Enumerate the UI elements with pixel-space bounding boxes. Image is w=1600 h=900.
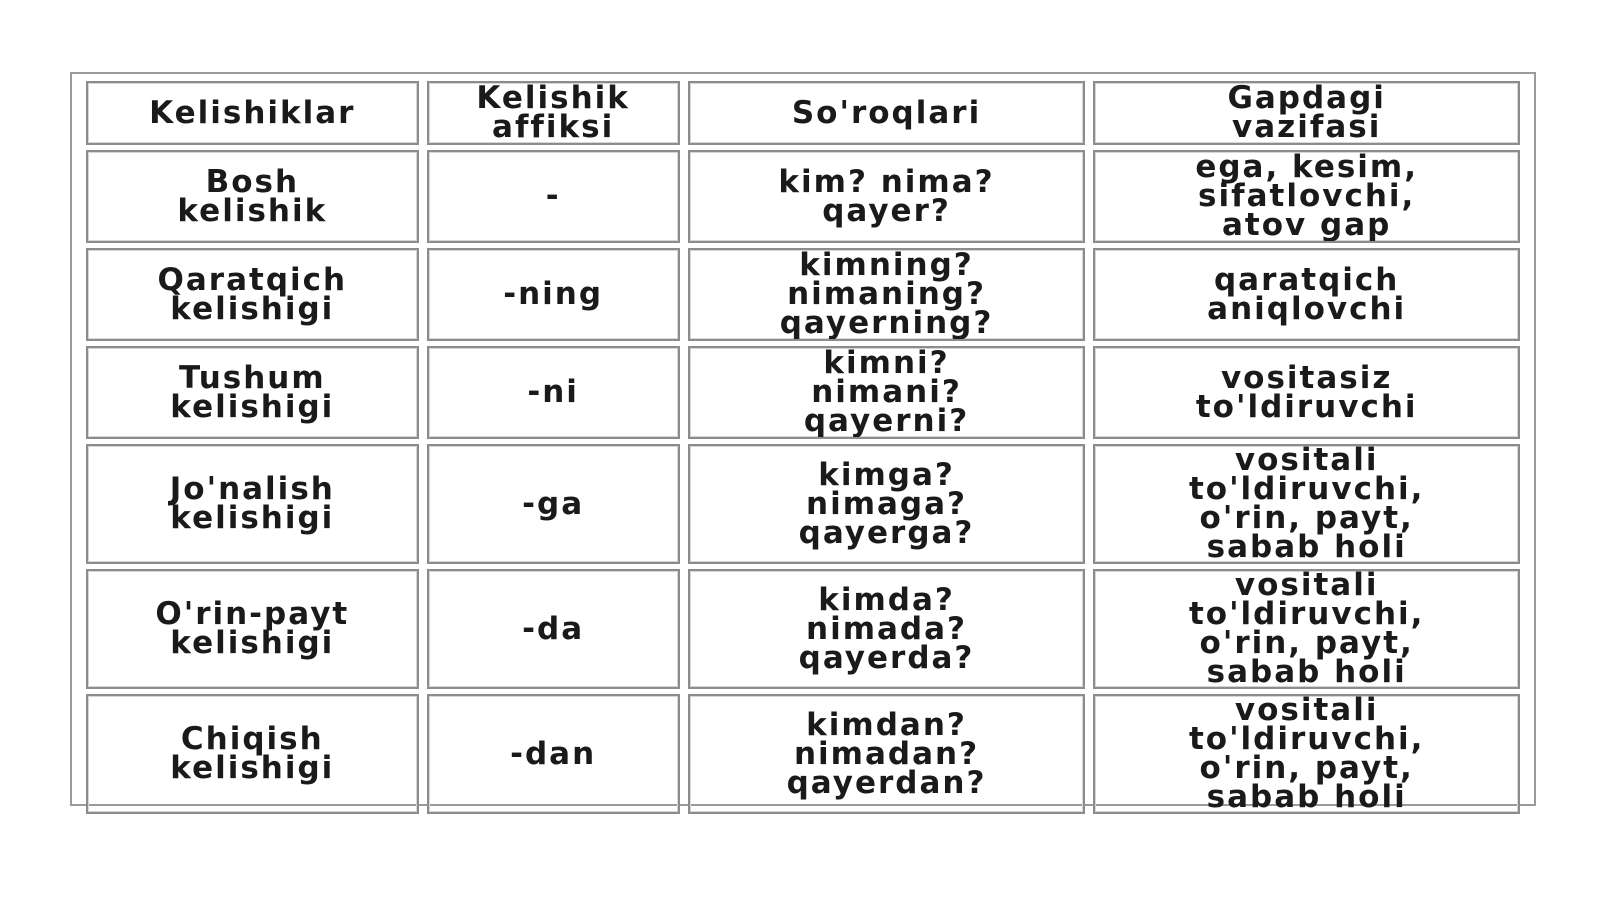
table-row [86, 569, 1520, 689]
questions-cell: kimni? nimani? qayerni? [688, 346, 1086, 439]
header-cell-cases: Kelishiklar [86, 81, 419, 145]
affix-cell: - [427, 150, 680, 243]
affix-cell: -da [427, 569, 680, 689]
questions-cell: kimga? nimaga? qayerga? [688, 444, 1086, 564]
function-cell: vositasiz to'ldiruvchi [1093, 346, 1520, 439]
case-name-cell: Chiqish kelishigi [86, 694, 419, 814]
affix-cell: -ga [427, 444, 680, 564]
table-row [86, 346, 1520, 439]
function-cell: vositali to'ldiruvchi, o'rin, payt, sabab holi [1093, 444, 1520, 564]
case-name-cell: Qaratqich kelishigi [86, 248, 419, 341]
questions-cell: kimdan? nimadan? qayerdan? [688, 694, 1086, 814]
affix-cell: -ni [427, 346, 680, 439]
function-cell: vositali to'ldiruvchi, o'rin, payt, sabab holi [1093, 569, 1520, 689]
case-name-cell: Jo'nalish kelishigi [86, 444, 419, 564]
case-table-container [70, 72, 1536, 814]
case-name-cell: Tushum kelishigi [86, 346, 419, 439]
affix-cell: -ning [427, 248, 680, 341]
affix-cell: -dan [427, 694, 680, 814]
case-name-cell: O'rin-payt kelishigi [86, 569, 419, 689]
table-row [86, 694, 1520, 814]
questions-cell: kimda? nimada? qayerda? [688, 569, 1086, 689]
table-row [86, 444, 1520, 564]
header-cell-questions: So'roqlari [688, 81, 1086, 145]
function-cell: vositali to'ldiruvchi, o'rin, payt, sabab holi [1093, 694, 1520, 814]
table-row [86, 248, 1520, 341]
questions-cell: kimning? nimaning? qayerning? [688, 248, 1086, 341]
function-cell: qaratqich aniqlovchi [1093, 248, 1520, 341]
header-cell-function: Gapdagi vazifasi [1093, 81, 1520, 145]
table-row [86, 150, 1520, 243]
header-cell-affix: Kelishik affiksi [427, 81, 680, 145]
table-header-row [86, 81, 1520, 145]
function-cell: ega, kesim, sifatlovchi, atov gap [1093, 150, 1520, 243]
case-table [78, 76, 1528, 819]
case-name-cell: Bosh kelishik [86, 150, 419, 243]
questions-cell: kim? nima? qayer? [688, 150, 1086, 243]
